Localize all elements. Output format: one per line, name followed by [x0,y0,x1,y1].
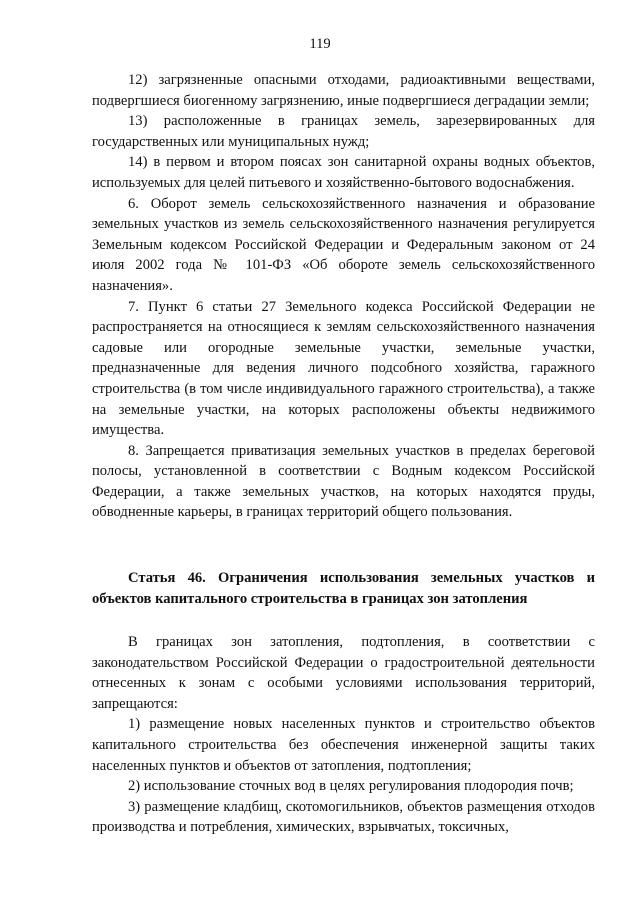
paragraph: 14) в первом и втором поясах зон санитарной охраны водных объектов, используемых для целей питьевого и хозяйственно-бытового водоснабжения. [92,154,595,191]
paragraph: 3) размещение кладбищ, скотомогильников, объектов размещения отходов производства и потребления, химических, взрывчатых, токсичных, [92,798,595,836]
paragraphs-before [92,70,595,523]
paragraph: 6. Оборот земель сельскохозяйственного назначения и образование земельных участков из земель сельскохозяйственного назначения регулируется Земельным кодексом Российской Федерации и Федеральным законом от 24 июля 2002 года № 101-ФЗ «Об обороте земель сельскохозяйственного назначения». [92,195,595,294]
paragraph: В границах зон затопления, подтопления, в соответствии с законодательством Российской Федерации о градостроительной деятельности отнесенных к зонам с особыми условиями использования территорий, запрещаются: [92,634,595,712]
paragraph: 1) размещение новых населенных пунктов и строительство объектов капитального строительства без обеспечения инженерной защиты таких населенных пунктов и объектов от затопления, подтопления; [92,716,595,774]
page-number: 119 [309,36,331,52]
paragraph: 13) расположенные в границах земель, зарезервированных для государственных или муниципальных нужд; [92,113,595,150]
paragraphs-after [92,632,595,838]
article-heading: Статья 46. Ограничения использования земельных участков и объектов капитального строительства в границах зон затопления [92,570,595,607]
paragraph: 7. Пункт 6 статьи 27 Земельного кодекса Российской Федерации не распространяется на относящиеся к землям сельскохозяйственного назначения садовые или огородные земельные участки, земельные участки, предназначенные для ведения личного подсобного хозяйства, гаражного строительства (в том числе индивидуального гаражного строительства), а также на земельные участки, на которых расположены объекты недвижимого имущества. [92,298,595,439]
paragraph: 2) использование сточных вод в целях регулирования плодородия почв; [128,778,574,795]
paragraph: 8. Запрещается приватизация земельных участков в пределах береговой полосы, установленной в соответствии с Водным кодексом Российской Федерации, а также земельных участков, на которых находятся пруды, обводненные карьеры, в границах территорий общего пользования. [92,442,595,521]
paragraph: 12) загрязненные опасными отходами, радиоактивными веществами, подвергшиеся биогенному загрязнению, иные подвергшиеся деградации земли; [92,72,595,109]
